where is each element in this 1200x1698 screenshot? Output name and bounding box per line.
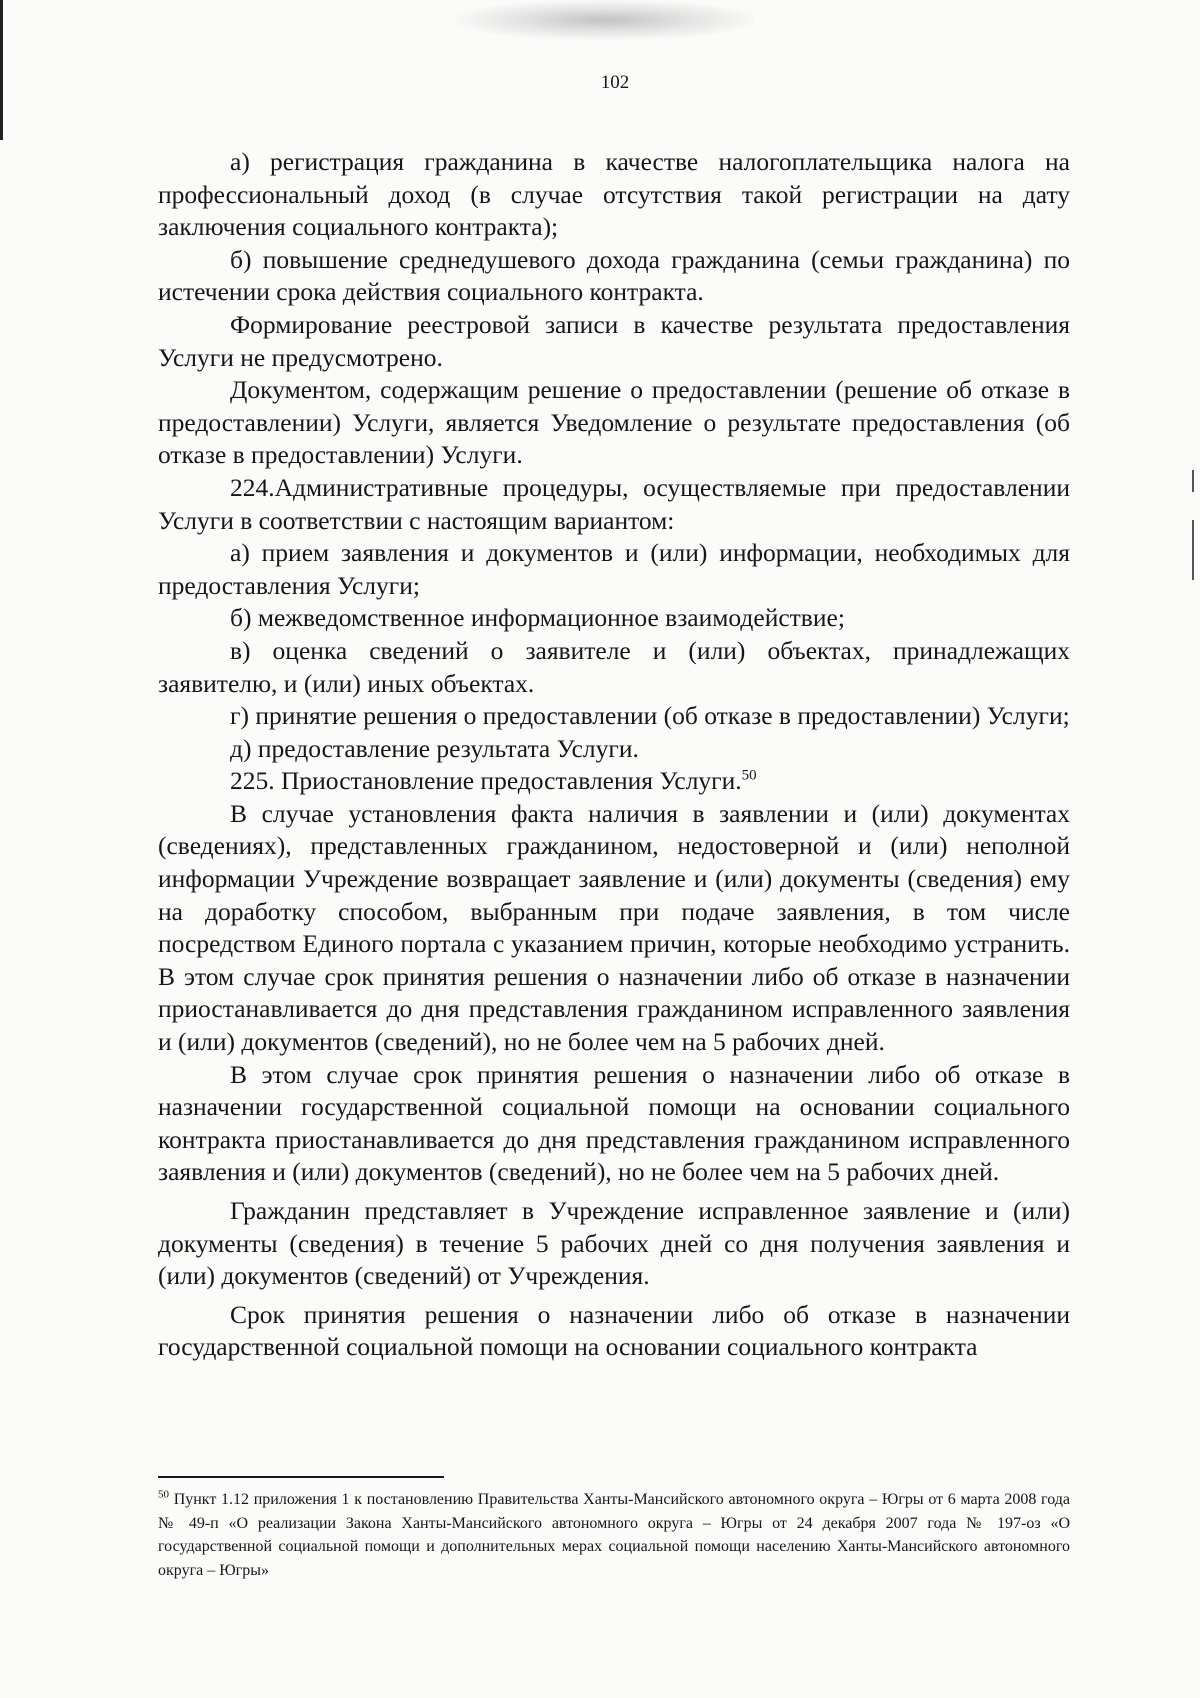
paragraph-resubmission: Гражданин представляет в Учреждение исправленное заявление и (или) документы (сведения) в течение 5 рабочих дней со дня получения заявления и (или) документов (сведений) от Учреждения. (158, 1196, 1070, 1291)
paragraph-procedure-g: г) принятие решения о предоставлении (об отказе в предоставлении) Услуги; (230, 701, 1070, 731)
scan-edge-mark (1192, 520, 1194, 580)
footnote-reference: 50 (741, 767, 757, 784)
footnote-text: Пункт 1.12 приложения 1 к постановлению Правительства Ханты-Мансийского автономного округа – Югры от 6 марта 2008 года № 49-п «О реализации Закона Ханты-Мансийского автономного округа – Югры от 24 декабря 2007 года № 197-оз «О государственной социальной помощи и дополнительных мерах социальной помощи населению Ханты-Мансийского автономного округа – Югры» (158, 1491, 1070, 1579)
body-text (158, 146, 1070, 1364)
paragraph-procedure-d: д) предоставление результата Услуги. (230, 733, 639, 763)
paragraph-225-suspension (158, 765, 1070, 798)
paragraph-225-text: 225. Приостановление предоставления Услуги. (230, 766, 742, 796)
paragraph-incomplete-info: В случае установления факта наличия в заявлении и (или) документах (сведениях), представленных гражданином, недостоверной и (или) неполной информации Учреждение возвращает заявление и (или) документы (сведения) ему на доработку способом, выбранным при подаче заявления, в том числе посредством Единого портала с указанием причин, которые необходимо устранить. В этом случае срок принятия решения о назначении либо об отказе в назначении приостанавливается до дня представления гражданином исправленного заявления и (или) документов (сведений), но не более чем на 5 рабочих дней. (158, 798, 1070, 1057)
paragraph-item-a-registration: а) регистрация гражданина в качестве налогоплательщика налога на профессиональный доход (в случае отсутствия такой регистрации на дату заключения социального контракта); (158, 147, 1070, 242)
scan-edge-line (0, 0, 3, 140)
paragraph-224-procedures: 224.Административные процедуры, осуществляемые при предоставлении Услуги в соответствии с настоящим вариантом: (158, 472, 1070, 535)
paragraph-suspension-term: В этом случае срок принятия решения о назначении либо об отказе в назначении государственной социальной помощи на основании социального контракта приостанавливается до дня представления гражданином исправленного заявления и (или) документов (сведений), но не более чем на 5 рабочих дней. (158, 1059, 1070, 1187)
footnote-marker: 50 (158, 1488, 169, 1501)
footnote (158, 1488, 1070, 1582)
paragraph-procedure-v: в) оценка сведений о заявителе и (или) объектах, принадлежащих заявителю, и (или) иных объектах. (158, 635, 1070, 698)
scan-artifact (455, 0, 755, 40)
paragraph-procedure-b: б) межведомственное информационное взаимодействие; (230, 603, 845, 633)
paragraph-item-b-income: б) повышение среднедушевого дохода гражданина (семьи гражданина) по истечении срока действия социального контракта. (158, 244, 1070, 307)
paragraph-decision-term: Срок принятия решения о назначении либо об отказе в назначении государственной социальной помощи на основании социального контракта (158, 1299, 1070, 1362)
paragraph-registry-record: Формирование реестровой записи в качестве результата предоставления Услуги не предусмотрено. (158, 309, 1070, 372)
scan-edge-mark (1192, 470, 1194, 492)
paragraph-procedure-a: а) прием заявления и документов и (или) информации, необходимых для предоставления Услуги; (158, 538, 1070, 600)
footnote-separator (158, 1476, 444, 1478)
page-number: 102 (600, 72, 630, 93)
paragraph-decision-document: Документом, содержащим решение о предоставлении (решение об отказе в предоставлении) Услуги, является Уведомление о результате предоставления (об отказе в предоставлении) Услуги. (158, 375, 1070, 470)
